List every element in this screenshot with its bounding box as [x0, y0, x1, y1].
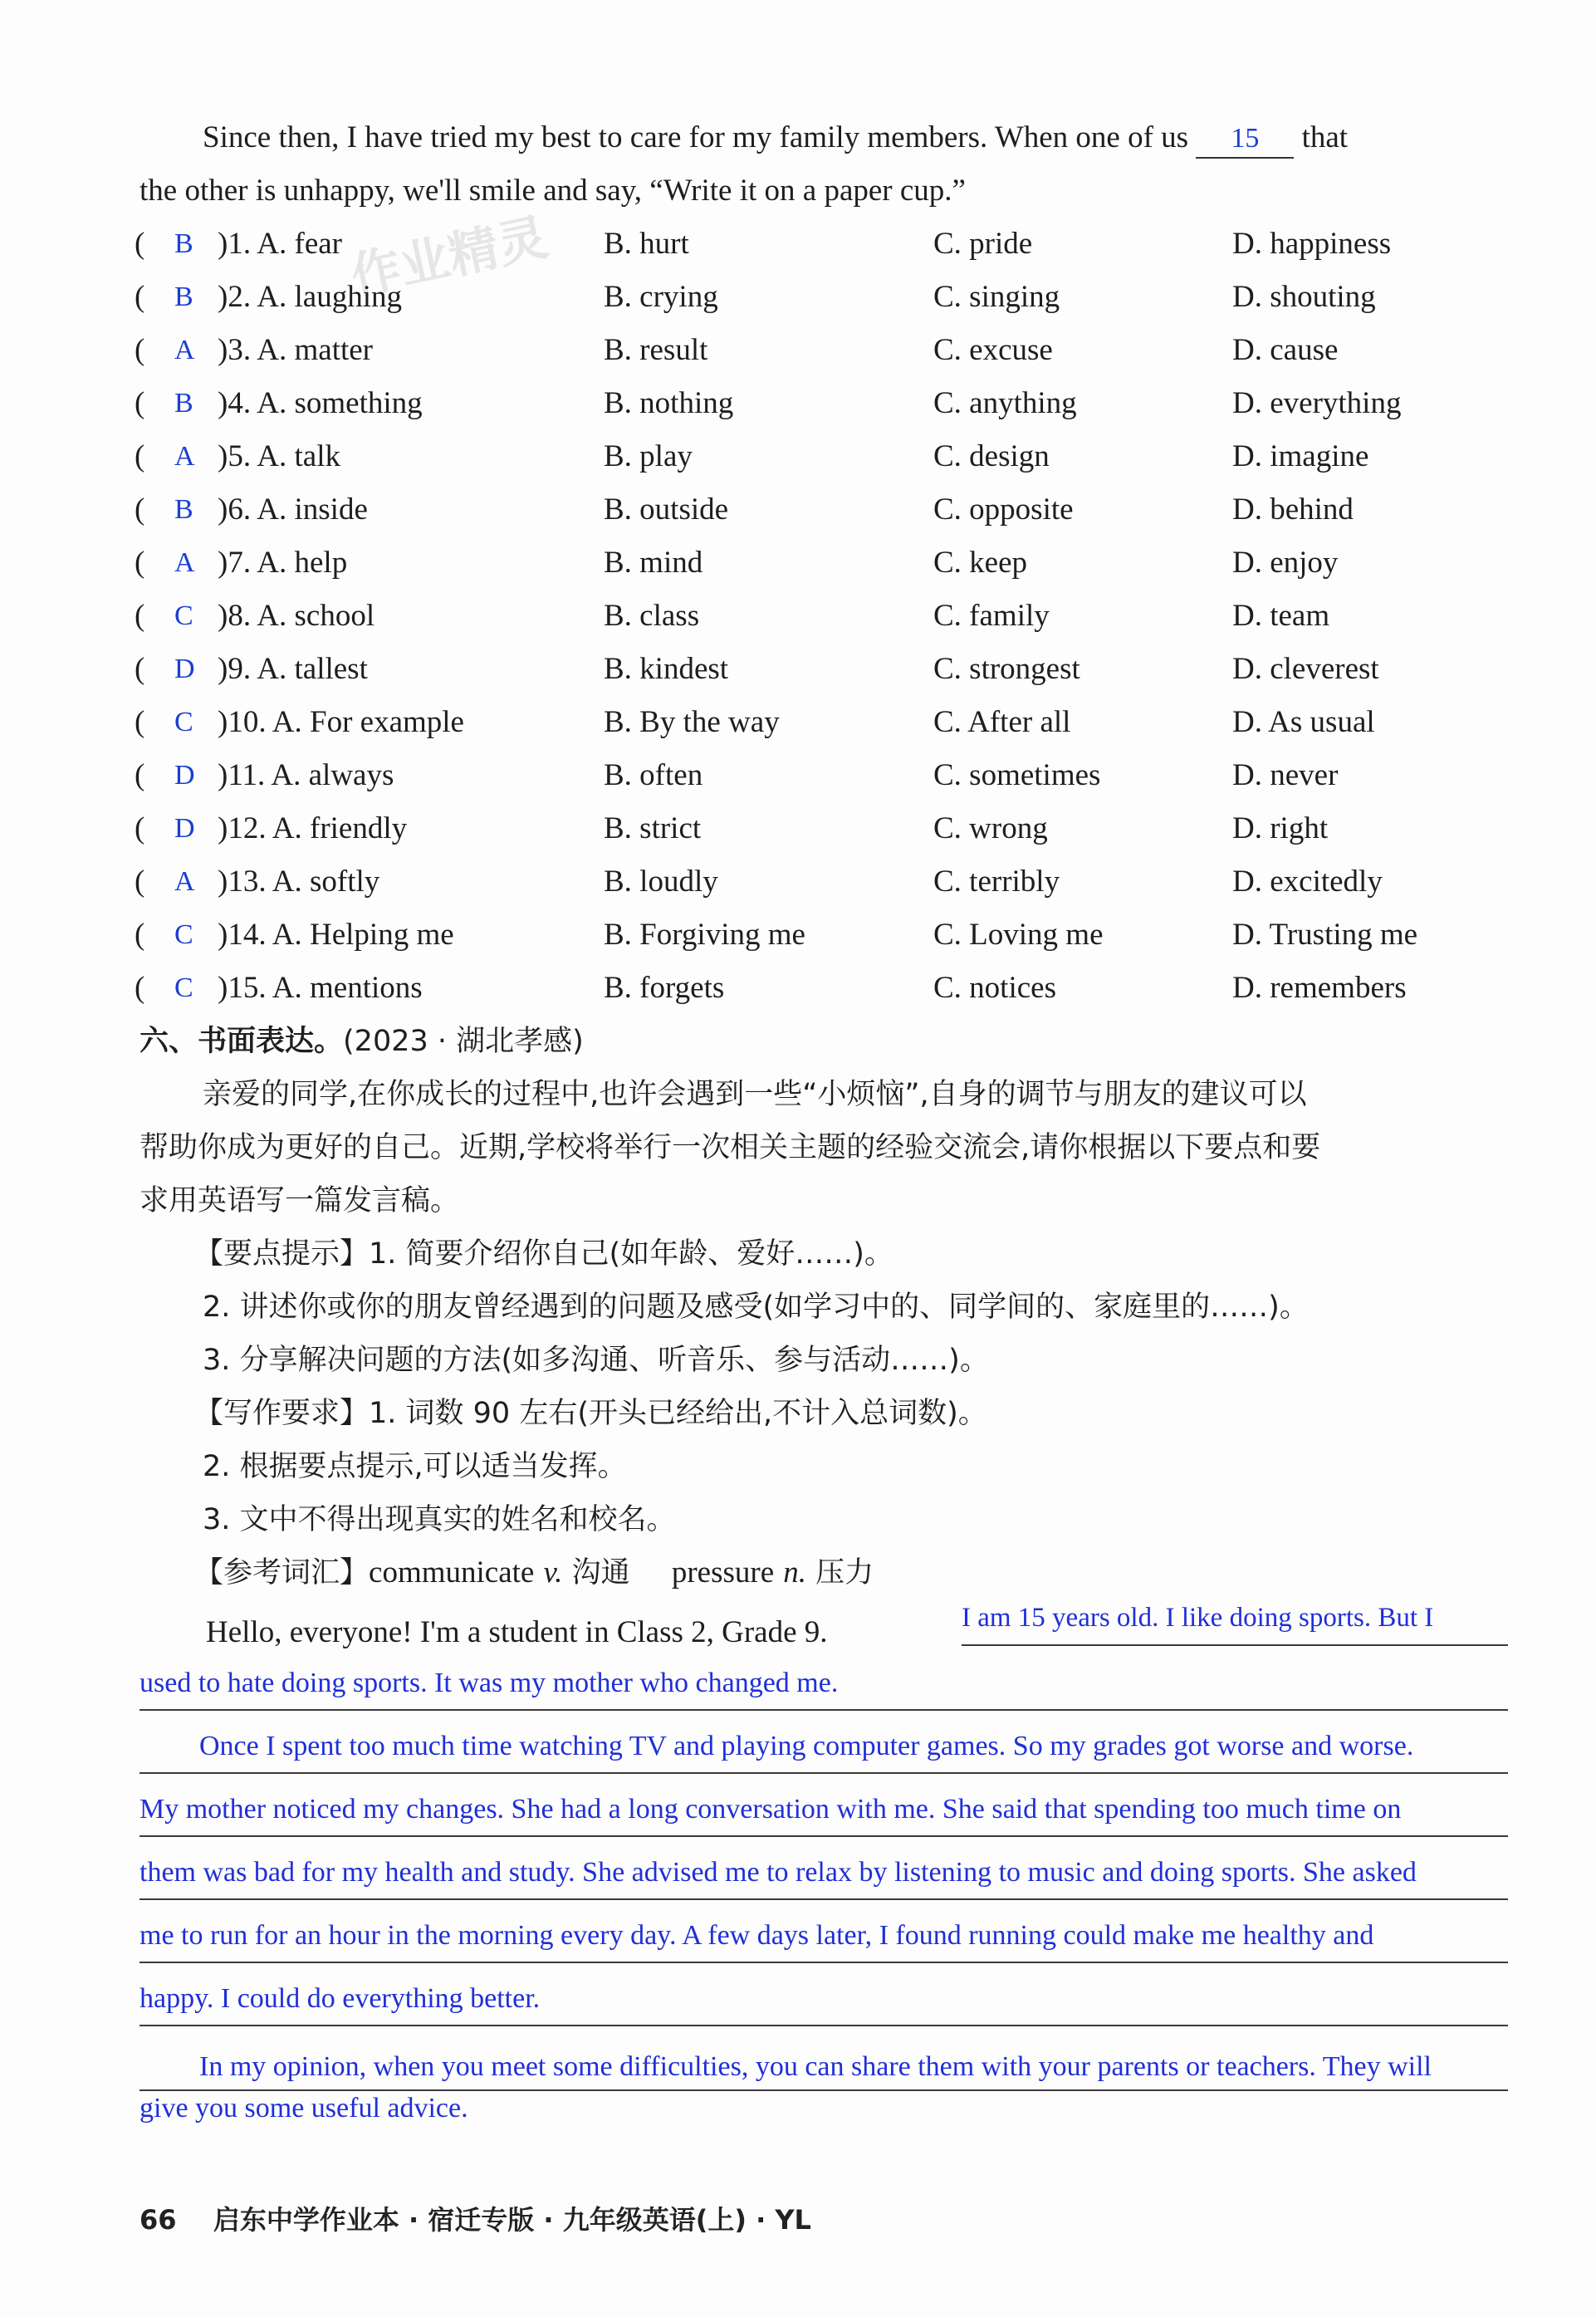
option-c: C. anything	[933, 386, 1077, 420]
intro-line-2: 帮助你成为更好的自己。近期,学校将举行一次相关主题的经验交流会,请你根据以下要点和要	[140, 1131, 1321, 1164]
option-a: )6. A. inside	[218, 492, 368, 527]
option-b: B. forgets	[604, 971, 725, 1005]
answer-choice[interactable]: C	[174, 919, 193, 950]
passage-text: that	[1301, 120, 1349, 154]
option-b: B. hurt	[604, 227, 689, 261]
option-c: C. terribly	[933, 865, 1060, 899]
answer-line-3: Once I spent too much time watching TV and playing computer games. So my grades got worse and worse.	[199, 1731, 1414, 1761]
paren-open: (	[135, 865, 145, 899]
paren-open: (	[135, 333, 145, 367]
blank-number: 15	[1231, 123, 1260, 154]
paren-open: (	[135, 546, 145, 580]
option-d: D. team	[1232, 599, 1330, 633]
question-row	[135, 430, 1546, 483]
answer-line-9: give you some useful advice.	[140, 2093, 468, 2124]
section-title: 六、书面表达。	[140, 1025, 344, 1058]
requirements-2: 2. 根据要点提示,可以适当发挥。	[203, 1450, 627, 1483]
answer-line-1: I am 15 years old. I like doing sports. But I	[962, 1603, 1434, 1633]
answer-choice[interactable]: D	[174, 813, 195, 844]
option-b: B. crying	[604, 280, 718, 314]
option-d: D. imagine	[1232, 439, 1369, 473]
writing-line	[140, 2089, 1508, 2091]
option-c: C. keep	[933, 546, 1028, 580]
option-b: B. nothing	[604, 386, 734, 420]
option-a: )11. A. always	[218, 758, 394, 792]
option-d: D. As usual	[1232, 705, 1375, 739]
option-a: )15. A. mentions	[218, 971, 423, 1005]
paren-open: (	[135, 492, 145, 527]
writing-line	[140, 1835, 1508, 1837]
requirements-3: 3. 文中不得出现真实的姓名和校名。	[203, 1503, 676, 1536]
option-c: C. singing	[933, 280, 1060, 314]
option-b: B. mind	[604, 546, 703, 580]
page-number: 66	[140, 2204, 177, 2236]
paren-open: (	[135, 811, 145, 845]
question-row	[135, 271, 1546, 324]
option-c: C. wrong	[933, 811, 1048, 845]
option-c: C. sometimes	[933, 758, 1101, 792]
vocab-meaning: 沟通	[571, 1556, 630, 1590]
option-a: )3. A. matter	[218, 333, 374, 367]
question-row	[135, 218, 1546, 271]
vocab-word: pressure	[671, 1555, 775, 1590]
paren-open: (	[135, 652, 145, 686]
passage-text: Since then, I have tried my best to care for my family members. When one of us	[203, 120, 1189, 154]
option-a: )1. A. fear	[218, 227, 342, 261]
option-a: )10. A. For example	[218, 705, 464, 739]
writing-line	[962, 1644, 1508, 1646]
option-c: C. notices	[933, 971, 1056, 1005]
answer-choice[interactable]: A	[174, 866, 195, 897]
option-a: )12. A. friendly	[218, 811, 408, 845]
vocab-meaning: 压力	[815, 1556, 874, 1590]
option-d: D. cause	[1232, 333, 1339, 367]
writing-line	[140, 1962, 1508, 1963]
option-b: B. By the way	[604, 705, 780, 739]
question-row	[135, 483, 1546, 536]
option-c: C. Loving me	[933, 918, 1104, 952]
passage-line-2: the other is unhappy, we'll smile and say, “Write it on a paper cup.”	[140, 174, 966, 208]
paren-open: (	[135, 758, 145, 792]
vocab-line	[194, 1546, 1564, 1599]
answer-line-6: me to run for an hour in the morning every day. A few days later, I found running could make me healthy and	[140, 1920, 1374, 1951]
answer-line-5: them was bad for my health and study. She advised me to relax by listening to music and doing sports. She asked	[140, 1857, 1417, 1888]
answer-choice[interactable]: B	[174, 228, 193, 259]
question-row	[135, 909, 1546, 962]
option-a: )7. A. help	[218, 546, 348, 580]
vocab-pos: v.	[543, 1555, 563, 1590]
paren-open: (	[135, 227, 145, 261]
answer-choice[interactable]: D	[174, 654, 195, 684]
paren-open: (	[135, 386, 145, 420]
option-a: )4. A. something	[218, 386, 423, 420]
option-b: B. kindest	[604, 652, 729, 686]
question-row	[135, 802, 1546, 855]
option-b: B. class	[604, 599, 700, 633]
section-source: (2023 · 湖北孝感)	[343, 1025, 584, 1058]
requirements-1	[194, 1387, 1564, 1440]
answer-choice[interactable]: B	[174, 388, 193, 419]
question-row	[135, 696, 1546, 749]
answer-choice[interactable]: A	[174, 335, 195, 365]
vocab-label: 【参考词汇】	[194, 1556, 370, 1590]
question-row	[135, 536, 1546, 590]
key-points-2: 2. 讲述你或你的朋友曾经遇到的问题及感受(如学习中的、同学间的、家庭里的……)。	[203, 1291, 1309, 1324]
answer-choice[interactable]: C	[174, 707, 193, 737]
option-d: D. cleverest	[1232, 652, 1379, 686]
writing-line	[140, 1772, 1508, 1774]
option-d: D. never	[1232, 758, 1339, 792]
paren-open: (	[135, 599, 145, 633]
book-title: 启东中学作业本 · 宿迁专版 · 九年级英语(上) · YL	[213, 2204, 811, 2236]
intro-line-3: 求用英语写一篇发言稿。	[140, 1184, 460, 1217]
option-d: D. Trusting me	[1232, 918, 1418, 952]
option-a: )8. A. school	[218, 599, 375, 633]
answer-choice[interactable]: B	[174, 494, 193, 525]
option-d: D. right	[1232, 811, 1329, 845]
answer-line-4: My mother noticed my changes. She had a long conversation with me. She said that spending too much time on	[140, 1794, 1402, 1825]
option-d: D. excitedly	[1232, 865, 1383, 899]
option-d: D. remembers	[1232, 971, 1407, 1005]
paren-open: (	[135, 439, 145, 473]
question-row	[135, 749, 1546, 802]
paren-open: (	[135, 971, 145, 1005]
option-b: B. Forgiving me	[604, 918, 805, 952]
option-c: C. opposite	[933, 492, 1074, 527]
option-c: C. pride	[933, 227, 1033, 261]
key-point-text: 1. 简要介绍你自己(如年龄、爱好……)。	[369, 1237, 893, 1271]
option-a: )9. A. tallest	[218, 652, 368, 686]
writing-line	[140, 1709, 1508, 1711]
essay-start: Hello, everyone! I'm a student in Class 2, Grade 9.	[206, 1615, 828, 1649]
question-row	[135, 855, 1546, 909]
option-d: D. enjoy	[1232, 546, 1339, 580]
option-b: B. often	[604, 758, 703, 792]
requirement-text: 1. 词数 90 左右(开头已经给出,不计入总词数)。	[369, 1397, 987, 1430]
section-6-heading	[140, 1015, 1510, 1068]
watermark: 作业精灵	[345, 208, 553, 307]
writing-line	[140, 2025, 1508, 2026]
option-d: D. behind	[1232, 492, 1354, 527]
requirements-label: 【写作要求】	[194, 1397, 370, 1430]
key-points-3: 3. 分享解决问题的方法(如多沟通、听音乐、参与活动……)。	[203, 1344, 989, 1377]
writing-line	[140, 1898, 1508, 1900]
answer-line-7: happy. I could do everything better.	[140, 1983, 541, 2014]
answer-choice[interactable]: D	[174, 760, 195, 791]
option-b: B. outside	[604, 492, 729, 527]
option-c: C. After all	[933, 705, 1071, 739]
answer-line-8: In my opinion, when you meet some difficulties, you can share them with your parents or teachers. They will	[199, 2051, 1432, 2082]
option-c: C. family	[933, 599, 1050, 633]
option-c: C. design	[933, 439, 1050, 473]
key-points-1	[194, 1227, 1564, 1281]
answer-choice[interactable]: A	[174, 547, 195, 578]
page-footer	[140, 2199, 811, 2237]
option-d: D. shouting	[1232, 280, 1376, 314]
question-row	[135, 643, 1546, 696]
option-a: )13. A. softly	[218, 865, 380, 899]
passage-line-1	[203, 111, 1515, 164]
option-c: C. excuse	[933, 333, 1053, 367]
blank-15[interactable]	[1196, 120, 1294, 159]
option-b: B. play	[604, 439, 693, 473]
option-d: D. happiness	[1232, 227, 1392, 261]
option-b: B. loudly	[604, 865, 718, 899]
paren-open: (	[135, 280, 145, 314]
question-row	[135, 324, 1546, 377]
question-row	[135, 377, 1546, 430]
option-a: )14. A. Helping me	[218, 918, 454, 952]
answer-choice[interactable]: B	[174, 282, 193, 312]
question-row	[135, 962, 1546, 1015]
answer-choice[interactable]: C	[174, 972, 193, 1003]
intro-line-1: 亲爱的同学,在你成长的过程中,也许会遇到一些“小烦恼”,自身的调节与朋友的建议可以	[203, 1078, 1307, 1111]
key-points-label: 【要点提示】	[194, 1237, 370, 1271]
question-row	[135, 590, 1546, 643]
option-a: )5. A. talk	[218, 439, 340, 473]
option-a: )2. A. laughing	[218, 280, 402, 314]
vocab-pos: n.	[783, 1555, 807, 1590]
vocab-word: communicate	[369, 1555, 535, 1590]
paren-open: (	[135, 918, 145, 952]
answer-line-2: used to hate doing sports. It was my mother who changed me.	[140, 1668, 839, 1698]
option-c: C. strongest	[933, 652, 1080, 686]
option-b: B. strict	[604, 811, 702, 845]
answer-choice[interactable]: C	[174, 600, 193, 631]
option-b: B. result	[604, 333, 708, 367]
answer-choice[interactable]: A	[174, 441, 195, 472]
option-d: D. everything	[1232, 386, 1402, 420]
paren-open: (	[135, 705, 145, 739]
